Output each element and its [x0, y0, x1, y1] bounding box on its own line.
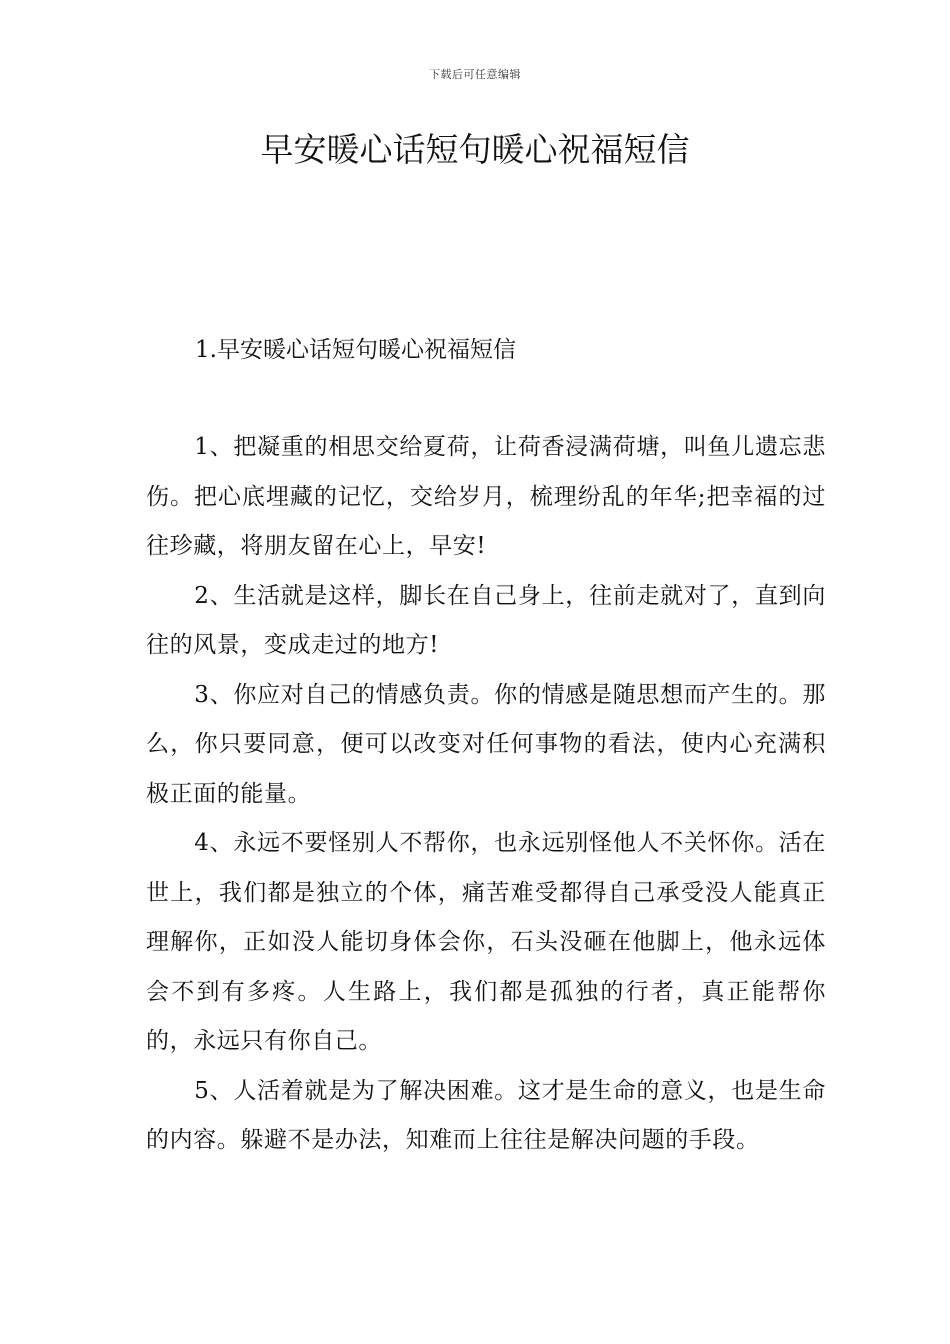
paragraph-2: 2、生活就是这样，脚长在自己身上，往前走就对了，直到向往的风景，变成走过的地方! [146, 582, 826, 658]
header-note: 下载后可任意编辑 [429, 68, 521, 81]
document-body [146, 423, 826, 1166]
paragraph-3: 3、你应对自己的情感负责。你的情感是随思想而产生的。那么，你只要同意，便可以改变对任何事物的看法，使内心充满积极正面的能量。 [146, 681, 826, 807]
paragraph-4: 4、永远不要怪别人不帮你，也永远别怪他人不关怀你。活在世上，我们都是独立的个体，痛苦难受都得自己承受没人能真正理解你，正如没人能切身体会你，石头没砸在他脚上，他永远体会不到有多疼。人生路上，我们都是孤独的行者，真正能帮你的，永远只有你自己。 [146, 830, 826, 1054]
paragraph-1: 1、把凝重的相思交给夏荷，让荷香浸满荷塘，叫鱼儿遗忘悲伤。把心底埋藏的记忆，交给岁月，梳理纷乱的年华;把幸福的过往珍藏，将朋友留在心上，早安! [146, 434, 826, 559]
paragraph-5: 5、人活着就是为了解决困难。这才是生命的意义，也是生命的内容。躲避不是办法，知难而上往往是解决问题的手段。 [146, 1077, 826, 1153]
document-title: 早安暖心话短句暖心祝福短信 [260, 130, 690, 169]
section-heading: 1.早安暖心话短句暖心祝福短信 [195, 337, 516, 363]
